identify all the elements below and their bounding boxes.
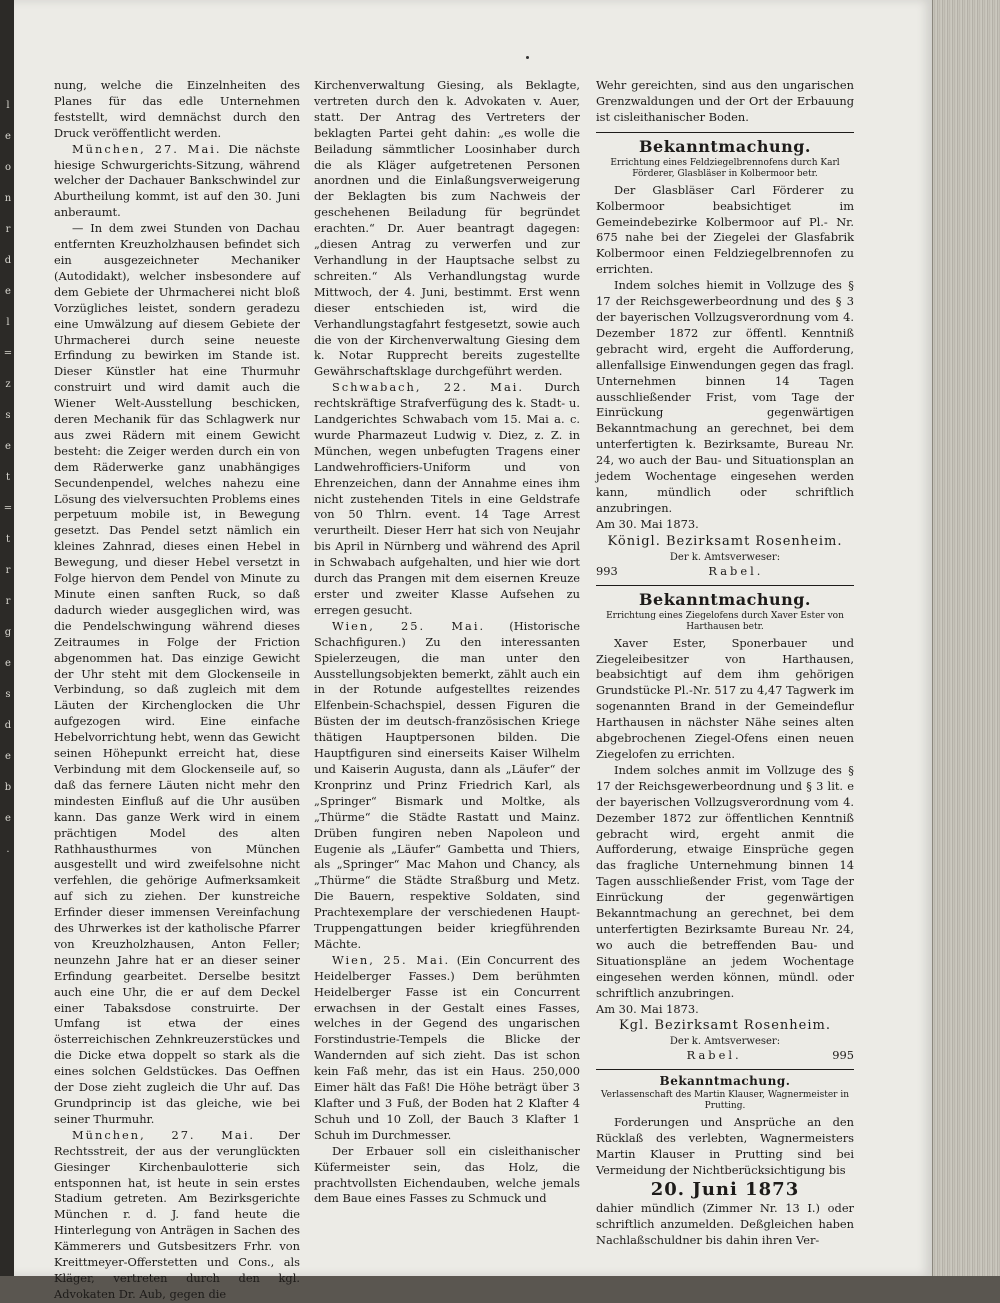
margin-letter: =: [3, 348, 13, 359]
article-wien-fass-cont: Der Erbauer soll ein cisleithanischer Küfermeister sein, das Holz, die prachtvollsten Eichendauben, welche jemals dem Baue eines Fasses zu Schmuck und: [314, 1143, 580, 1206]
notice-role: Der k. Amtsverweser:: [669, 551, 781, 563]
margin-letter: .: [6, 844, 10, 855]
article-text: (Ein Concurrent des Heidelberger Fasses.) Dem berühmten Heidelberger Fasse ist ein Concurrent erwachsen in der Gestalt eines Fasses, welches in der Gegend des ungarischen Forstindustrie-Tempels die Blicke der Wandernden auf sich zieht. Das ist schon kein Faß mehr, das ist ein Haus. 250,000 Eimer hält das Faß! Die Höhe beträgt über 3 Klafter und 3 Fuß, der Boden hat 2 Klafter 4 Schuh und 10 Zoll, der Bauch 3 Klafter 1 Schuh im Durchmesser.: [314, 952, 580, 1142]
margin-letter: g: [4, 627, 12, 638]
adjacent-page-letters: [2, 90, 14, 865]
notice-signature-row: [596, 564, 854, 579]
margin-letter: d: [4, 255, 12, 266]
margin-letter: e: [5, 751, 11, 762]
margin-letter: z: [5, 379, 11, 390]
notice-role: Der k. Amtsverweser:: [669, 1036, 781, 1048]
notice-klauser: [596, 1069, 854, 1248]
margin-letter: s: [5, 410, 11, 421]
column-left: [54, 78, 300, 1303]
margin-letter: d: [4, 720, 12, 731]
margin-letter: l: [6, 317, 10, 328]
notice-body: Xaver Ester, Sponerbauer und Ziegeleibesitzer von Harthausen, beabsichtigt auf dem ihm gehörigen Grundstücke Pl.-Nr. 517 zu 4,47 Tagwerk im sogenannten Brand in der Gemeindeflur Harthausen in nächster Nähe seines alten abgebrochenen Ziegel-Ofens einen neuen Ziegelofen zu errichten.: [596, 635, 854, 761]
notice-office: Königl. Bezirksamt Rosenheim.: [607, 533, 843, 549]
notice-title: Bekanntmachung.: [659, 1074, 791, 1089]
notice-signature-row: [596, 1048, 854, 1063]
margin-letter: r: [5, 224, 11, 235]
column-middle: [314, 78, 580, 1207]
notice-body: Indem solches hiemit in Vollzuge des § 17 der Reichsgewerbeordnung und des § 3 der bayerischen Vollzugsverordnung vom 4. Dezember 1872 zur öffentl. Kenntniß gebracht wird, ergeht die Aufforderung, allenfallsige Einwendungen gegen das fragl. Unternehmen binnen 14 Tagen ausschließender Frist, vom Tage der Einrückung gegenwärtigen Bekanntmachung an gerechnet, bei dem unterfertigten k. Bezirksamte, Bureau Nr. 24, wo auch der Bau- und Situationsplan an jedem Wochentage eingesehen werden kann, mündlich oder schriftlich anzubringen.: [596, 278, 854, 515]
notice-number: 993: [596, 563, 618, 578]
article-continuation: Wehr gereichten, sind aus den ungarischen Grenzwaldungen und der Ort der Erbauung ist cisleithanischer Boden.: [596, 78, 854, 124]
dateline: Wien, 25. Mai.: [332, 618, 486, 633]
notice-date: Am 30. Mai 1873.: [596, 1001, 699, 1016]
notice-date: Am 30. Mai 1873.: [596, 516, 699, 531]
notice-subtitle: Verlassenschaft des Martin Klauser, Wagnermeister in Prutting.: [600, 1090, 850, 1112]
margin-letter: e: [5, 441, 11, 452]
article-continuation: Kirchenverwaltung Giesing, als Beklagte, vertreten durch den k. Advokaten v. Auer, statt. Der Antrag des Vertreters der beklagten Partei geht dahin: „es wolle die Beiladung sämmtlicher Loosinhaber durch die als Kläger aufgetretenen Personen anordnen und die Einlaßungsverweigerung der Beklagten bis zum Nachweis der geschehenen Beiladung für begründet erachten.“ Dr. Auer beantragt dagegen: „diesen Antrag zu verwerfen und zur Verhandlung in der Hauptsache selbst zu schreiten.“ Als Verhandlungstag wurde Mittwoch, der 4. Juni, bestimmt. Erst wenn dieser entschieden ist, wird die Verhandlungstagfahrt festgesetzt, sowie auch die von der Kirchenverwaltung Giesing dem k. Notar Rupprecht bereits zugestellte Gewährschaftsklage durchgeführt werden.: [314, 78, 580, 379]
margin-letter: t: [5, 472, 11, 483]
margin-letter: b: [4, 782, 12, 793]
notice-signer: Rabel.: [686, 1048, 742, 1063]
notice-signer: Rabel.: [708, 563, 764, 578]
notice-foerderer: [596, 132, 854, 579]
notice-title: Bekanntmachung.: [638, 136, 811, 156]
notice-deadline: 20. Juni 1873: [650, 1179, 800, 1201]
notice-subtitle: Errichtung eines Ziegelofens durch Xaver Ester von Harthausen betr.: [606, 610, 844, 632]
dateline: Wien, 25. Mai.: [332, 952, 451, 967]
page-block-edges: [932, 0, 1000, 1276]
paper-speck: [526, 56, 529, 59]
article-text: Die nächste hiesige Schwurgerichts-Sitzung, während welcher der Dachauer Bankschwindel zur Aburtheilung kommt, ist auf den 30. Juni anberaumt.: [54, 141, 300, 220]
article-text: (Historische Schachfiguren.) Zu den interessanten Spielerzeugen, die man unter den Ausstellungsobjekten bemerkt, zählt auch ein in der Rotunde aufgestelltes reizendes Elfenbein-Schachspiel, dessen Figuren die Büsten der im deutsch-französischen Kriege thätigen Hauptpersonen bilden. Die Hauptfiguren sind einerseits Kaiser Wilhelm und Kaiserin Augusta, dann als „Läufer“ der Kronprinz und Prinz Friedrich Karl, als „Springer“ Bismark und Moltke, als „Thürme“ die Städte Rastatt und Mainz. Drüben fungiren neben Napoleon und Eugenie als „Läufer“ Gambetta und Thiers, als „Springer“ Mac Mahon und Chancy, als „Thürme“ die Städte Straßburg und Metz. Die Bauern, respektive Soldaten, sind Prachtexemplare der verschiedenen Haupt-Truppengattungen beider kriegführenden Mächte.: [314, 618, 580, 951]
article-muenchen-rechtsstreit: [54, 1128, 300, 1303]
article-wien-schach: [314, 619, 580, 953]
margin-letter: e: [5, 286, 11, 297]
column-right: [596, 78, 854, 1249]
margin-letter: =: [3, 503, 13, 514]
article-wien-fass: [314, 953, 580, 1144]
margin-letter: r: [5, 565, 11, 576]
article-schwabach: [314, 380, 580, 619]
margin-letter: e: [5, 658, 11, 669]
margin-letter: e: [5, 813, 11, 824]
article-kreuzholzhausen-uhr: — In dem zwei Stunden von Dachau entfernten Kreuzholzhausen befindet sich ein ausgezeichneter Mechaniker (Autodidakt), welcher insbesondere auf dem Gebiete der Uhrmacherei nicht bloß Vorzügliches leistet, sondern geradezu eine Umwälzung auf diesem Gebiete der Uhrmacherei durch seine neueste Erfindung zu bewirken im Stande ist. Dieser Künstler hat eine Thurmuhr construirt und wird damit auch die Wiener Welt-Ausstellung beschicken, deren Mechanik für das Schlagwerk nur aus zwei Rädern mit einem Gewicht besteht: die Zeiger werden durch ein von dem Räderwerke ganz unabhängiges Secundenpendel, welches nahezu eine Lösung des vielversuchten Problems eines perpetuum mobile ist, in Bewegung gesetzt. Das Pendel setzt nämlich ein kleines Zahnrad, dieses einen Hebel in Bewegung, und dieser Hebel versetzt in Folge hiervon dem Pendel von Minute zu Minute einen sanften Ruck, so daß dadurch wieder ausgeglichen wird, was die Pendelschwingung während dieses Zeitraumes in Folge der Friction abgenommen hat. Das einzige Gewicht der Uhr steht mit dem Glockenseile in Verbindung, so daß zugleich mit dem Läuten der Kirchenglocken die Uhr aufgezogen wird. Eine einfache Hebelvorrichtung hebt, wenn das Gewicht seinen Höhepunkt erreicht hat, diese Verbindung mit dem Glockenseile auf, so daß das fernere Läuten nicht mehr den mindesten Einfluß auf die Uhr ausüben kann. Das ganze Werk wird in einem prächtigen Model des alten Rathhausthurmes von München ausgestellt und wird zweifelsohne nicht verfehlen, die gehörige Aufmerksamkeit auf sich zu ziehen. Der kunstreiche Erfinder dieser immensen Vereinfachung des Uhrwerkes ist der katholische Pfarrer von Kreuzholzhausen, Anton Feller; neunzehn Jahre hat er an dieser seiner Erfindung gearbeitet. Derselbe besitzt auch eine Uhr, die er auf dem Deckel einer Tabaksdose construirte. Der Umfang ist etwa der eines österreichischen Zehnkreuzerstückes und die Dicke etwa doppelt so stark als die eines solchen Geldstückes. Das Oeffnen der Dose zieht zugleich die Uhr auf. Das Grundprincip ist das gleiche, wie bei seiner Thurmuhr.: [54, 221, 300, 1126]
article-text: Durch rechtskräftige Strafverfügung des k. Stadt- u. Landgerichtes Schwabach vom 15. Mai a. c. wurde Pharmazeut Ludwig v. Diez, z. Z. in München, wegen unbefugten Tragens einer Landwehrofficiers-Uniform und von Ehrenzeichen, dann der Annahme eines ihm nicht zustehenden Titels in eine Geldstrafe von 50 Thlrn. event. 14 Tage Arrest verurtheilt. Dieser Herr hat sich von Neujahr bis April in Nürnberg und während des April in Schwabach aufgehalten, und hier wie dort durch das Prangen mit dem eisernen Kreuze erster und zweiter Klasse Aufsehen zu erregen gesucht.: [314, 380, 580, 617]
margin-letter: n: [4, 193, 12, 204]
notice-title: Bekanntmachung.: [638, 589, 811, 609]
dateline: München, 27. Mai.: [72, 141, 222, 156]
article-muenchen-schwurgericht: [54, 142, 300, 222]
dateline: Schwabach, 22. Mai.: [332, 380, 525, 395]
notice-ester: [596, 585, 854, 1064]
notice-body: Indem solches anmit im Vollzuge des § 17 der Reichsgewerbeordnung und § 3 lit. e der bayerischen Vollzugsverordnung vom 4. Dezember 1872 zur öffentlichen Kenntniß gebracht wird, ergeht anmit die Aufforderung, etwaige Einsprüche gegen das fragliche Unternehmung binnen 14 Tagen ausschließender Frist, vom Tage der Einrückung der gegenwärtigen Bekanntmachung an gerechnet, bei dem unterfertigten Bezirksamte Bureau Nr. 24, wo auch die betreffenden Bau- und Situationspläne an jedem Wochentage eingesehen werden können, mündl. oder schriftlich anzubringen.: [596, 762, 854, 1000]
margin-letter: e: [5, 131, 11, 142]
notice-number: 995: [832, 1048, 854, 1063]
adjacent-page-strip: [0, 0, 14, 1276]
margin-letter: o: [4, 162, 12, 173]
notice-body: dahier mündlich (Zimmer Nr. 13 I.) oder schriftlich anzumelden. Deßgleichen haben Nachlaßschuldner bis dahin ihren Ver-: [596, 1201, 854, 1247]
article-text: Der Rechtsstreit, der aus der verunglückten Giesinger Kirchenbaulotterie sich entsponnen hat, ist heute in sein erstes Stadium getreten. Am Bezirksgerichte München r. d. J. fand heute die Hinterlegung von Anträgen in Sachen des Kämmerers und Gutsbesitzers Frhr. von Kreittmeyer-Offerstetten und Cons., als Kläger, vertreten durch den kgl. Advokaten Dr. Aub, gegen die: [54, 1127, 300, 1301]
notice-subtitle: Errichtung eines Feldziegelbrennofens durch Karl Förderer, Glasbläser in Kolbermoor betr.: [610, 157, 840, 179]
article-continuation: nung, welche die Einzelnheiten des Planes für das edle Unternehmen feststellt, wird demnächst durch den Druck veröffentlicht werden.: [54, 78, 300, 140]
notice-office: Kgl. Bezirksamt Rosenheim.: [619, 1018, 831, 1034]
margin-letter: l: [6, 100, 10, 111]
margin-letter: r: [5, 596, 11, 607]
margin-letter: t: [5, 534, 11, 545]
notice-body: Forderungen und Ansprüche an den Rücklaß des verlebten, Wagnermeisters Martin Klauser in Prutting sind bei Vermeidung der Nichtberücksichtigung bis: [596, 1115, 854, 1178]
dateline: München, 27. Mai.: [72, 1127, 255, 1142]
margin-letter: s: [5, 689, 11, 700]
notice-body: Der Glasbläser Carl Förderer zu Kolbermoor beabsichtiget im Gemeindebezirke Kolbermoor auf Pl.- Nr. 675 nahe bei der Ziegelei der Glasfabrik Kolbermoor einen Feldziegelbrennofen zu errichten.: [596, 182, 854, 277]
